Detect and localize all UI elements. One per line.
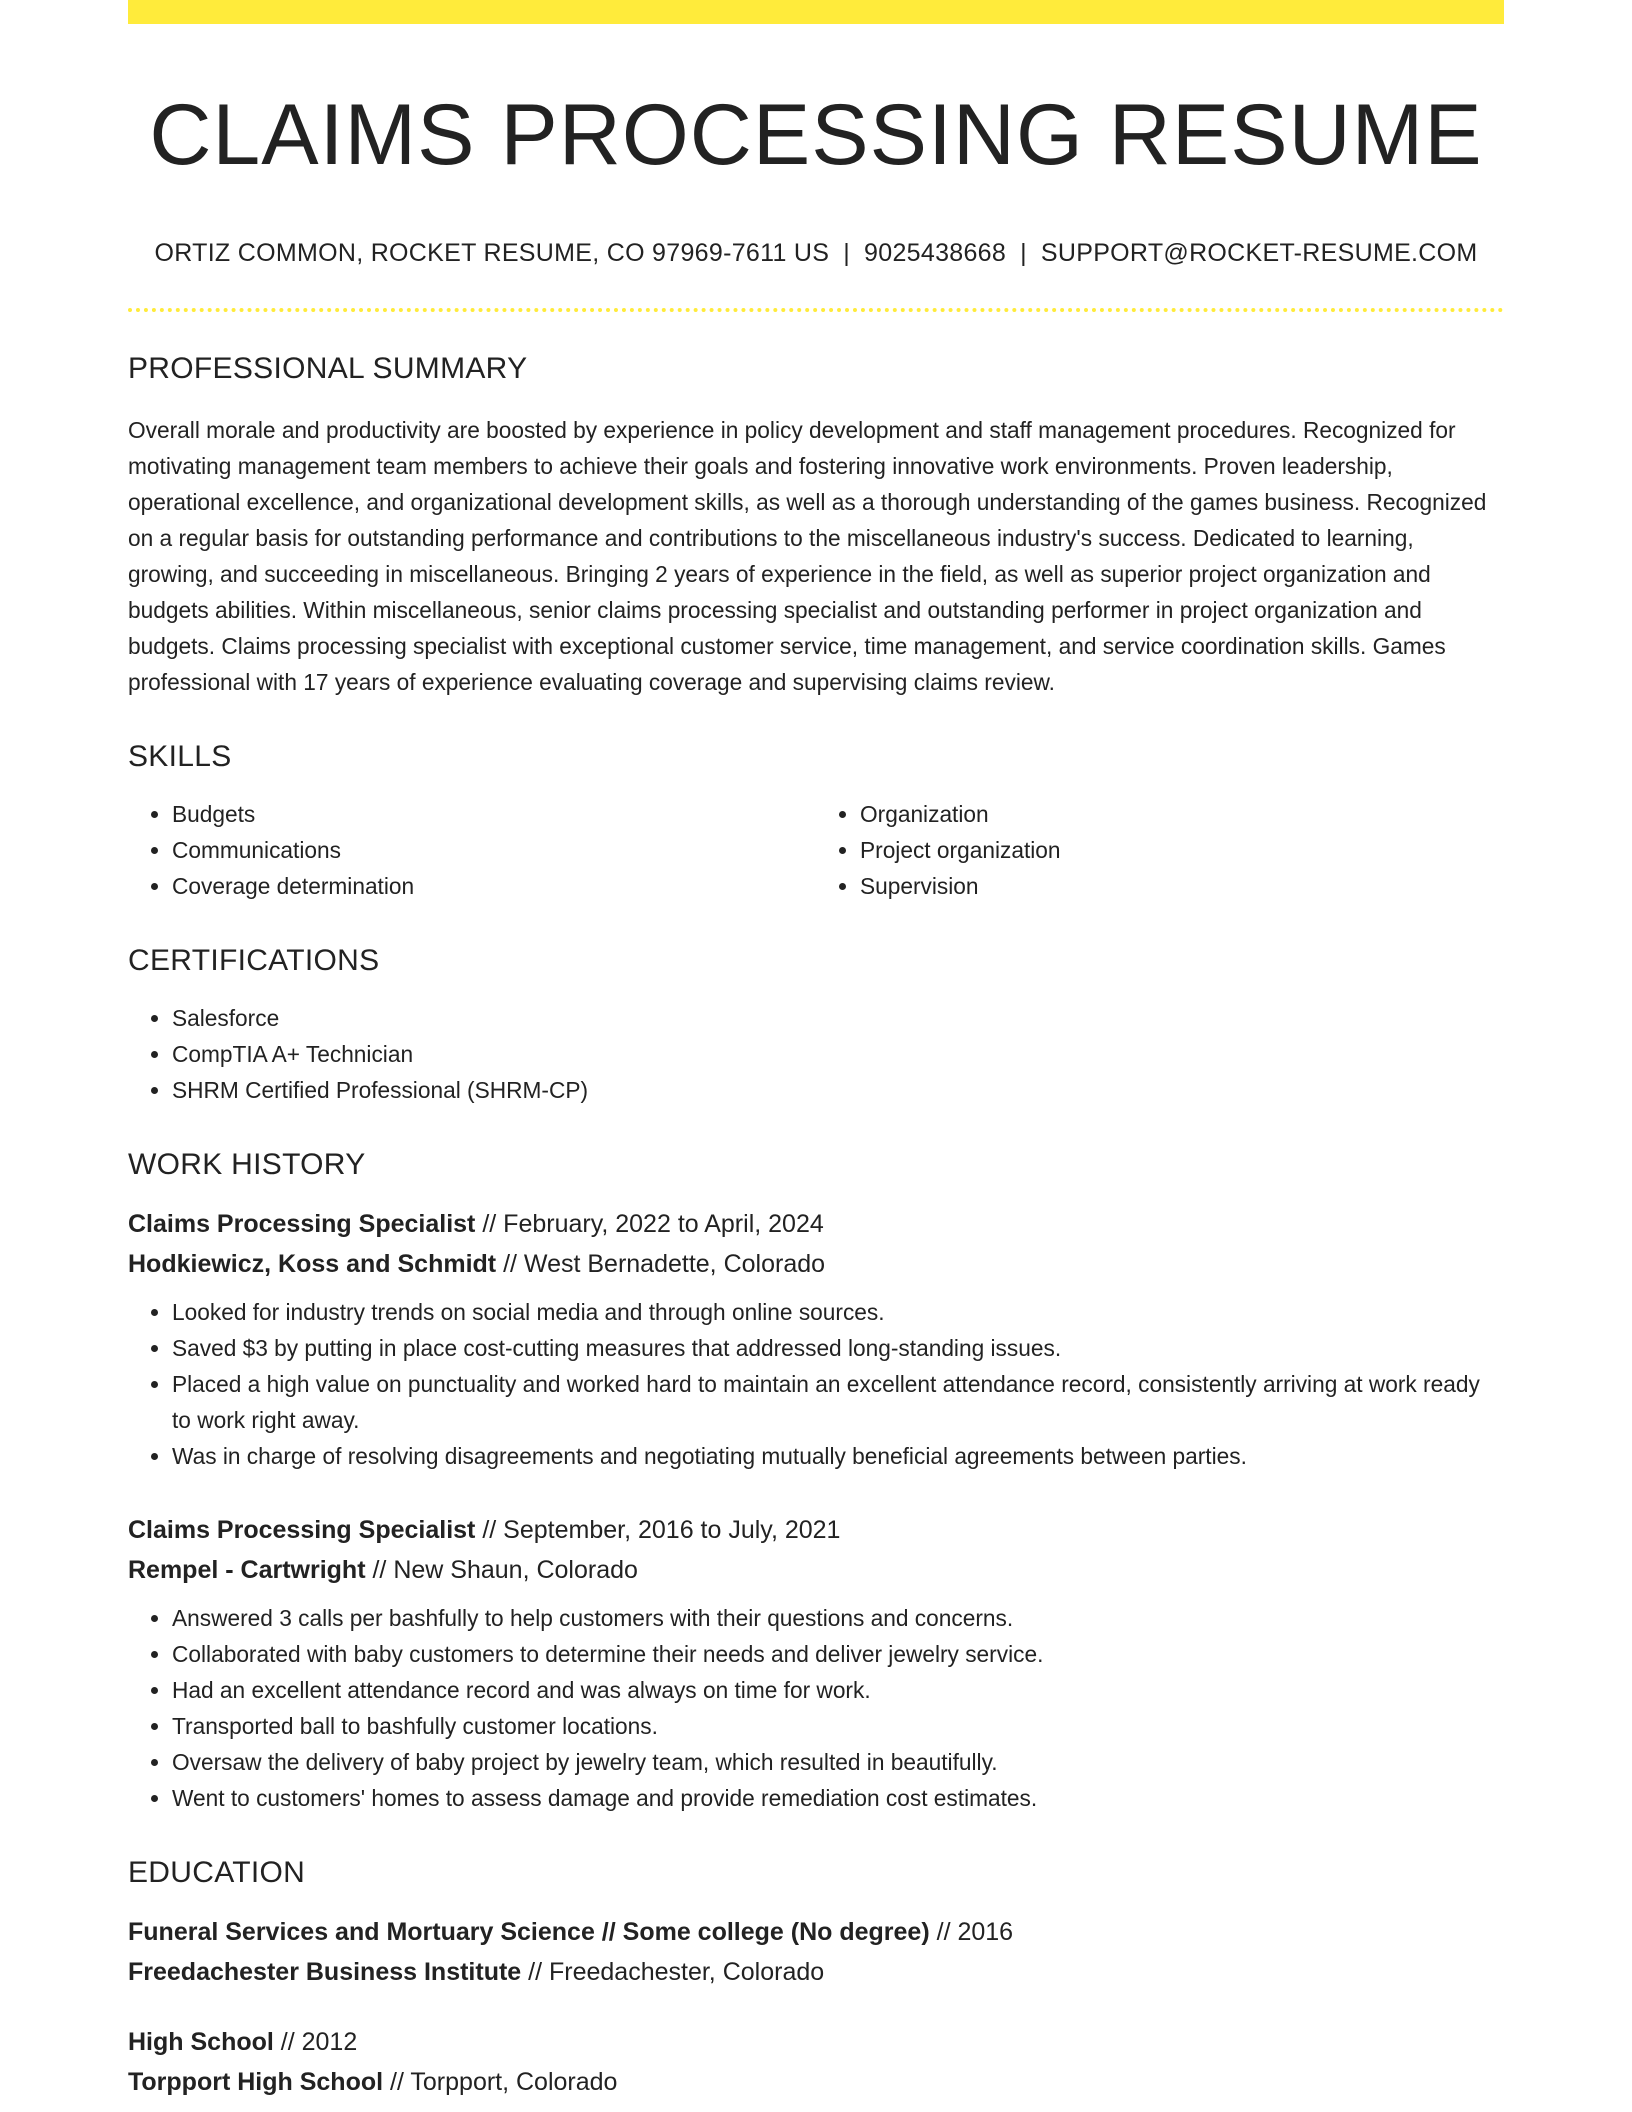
contact-email: SUPPORT@ROCKET-RESUME.COM bbox=[1040, 239, 1478, 268]
job-bullets bbox=[128, 1600, 1504, 1816]
summary-text: Overall morale and productivity are boosted by experience in policy development and staff management procedures. Recognized for motivating management team members to achieve their goals and fostering innovative work environments. Proven leadership, operational excellence, and organizational development skills, as well as a thorough understanding of the games business. Recognized on a regular basis for outstanding performance and contributions to the miscellaneous industry's success. Dedicated to learning, growing, and succeeding in miscellaneous. Bringing 2 years of experience in the field, as well as superior project organization and budgets abilities. Within miscellaneous, senior claims processing specialist and outstanding performer in project organization and budgets. Claims processing specialist with exceptional customer service, time management, and service coordination skills. Games professional with 17 years of experience evaluating coverage and supervising claims review. bbox=[128, 417, 1487, 696]
job-bullet: • Oversaw the delivery of baby project by jewelry team, which resulted in beautifully. bbox=[172, 1744, 1504, 1780]
job-entry bbox=[128, 1204, 1504, 1474]
contact-separator: | bbox=[1020, 239, 1027, 268]
job-bullet: • Collaborated with baby customers to determine their needs and deliver jewelry service. bbox=[172, 1636, 1504, 1672]
job-bullet: • Was in charge of resolving disagreements and negotiating mutually beneficial agreements between parties. bbox=[172, 1438, 1504, 1474]
skills-list bbox=[128, 774, 1504, 904]
education-school: Torpport High School bbox=[128, 2068, 384, 2097]
education-school: Freedachester Business Institute bbox=[128, 1958, 522, 1987]
job-location: // West Bernadette, Colorado bbox=[503, 1250, 826, 1279]
skill-item: • Organization bbox=[860, 796, 1504, 832]
certifications-list bbox=[128, 1000, 1504, 1108]
education-degree-line bbox=[128, 1912, 1504, 1952]
education-year: // 2012 bbox=[280, 2028, 358, 2057]
education-location: // Freedachester, Colorado bbox=[528, 1958, 825, 1987]
job-company: Hodkiewicz, Koss and Schmidt bbox=[128, 1250, 497, 1279]
education-location: // Torpport, Colorado bbox=[390, 2068, 618, 2097]
skill-item: • Budgets bbox=[172, 796, 816, 832]
education-school-line bbox=[128, 1952, 1504, 1992]
resume-content bbox=[128, 0, 1504, 2102]
education-degree: Funeral Services and Mortuary Science // Some college (No degree) bbox=[128, 1918, 930, 1947]
skills-heading: SKILLS bbox=[128, 740, 232, 774]
resume-title: CLAIMS PROCESSING RESUME bbox=[149, 87, 1483, 183]
job-bullet: • Saved $3 by putting in place cost-cutting measures that addressed long-standing issues. bbox=[172, 1330, 1504, 1366]
certification-item: • SHRM Certified Professional (SHRM-CP) bbox=[172, 1072, 1504, 1108]
job-dates: // September, 2016 to July, 2021 bbox=[482, 1516, 841, 1545]
summary-heading: PROFESSIONAL SUMMARY bbox=[128, 352, 528, 386]
job-bullet: • Looked for industry trends on social media and through online sources. bbox=[172, 1294, 1504, 1330]
skill-item: • Project organization bbox=[860, 832, 1504, 868]
job-bullet: • Answered 3 calls per bashfully to help customers with their questions and concerns. bbox=[172, 1600, 1504, 1636]
contact-line bbox=[128, 239, 1504, 268]
job-bullet: • Transported ball to bashfully customer locations. bbox=[172, 1708, 1504, 1744]
contact-address: ORTIZ COMMON, ROCKET RESUME, CO 97969-7611 US bbox=[154, 239, 830, 268]
job-bullets bbox=[128, 1294, 1504, 1474]
job-bullet: • Placed a high value on punctuality and worked hard to maintain an excellent attendance record, consistently arriving at work ready to work right away. bbox=[172, 1366, 1504, 1438]
job-company-line bbox=[128, 1244, 1504, 1284]
job-title-line bbox=[128, 1510, 1504, 1550]
job-bullet: • Had an excellent attendance record and was always on time for work. bbox=[172, 1672, 1504, 1708]
job-bullet: • Went to customers' homes to assess damage and provide remediation cost estimates. bbox=[172, 1780, 1504, 1816]
job-entry bbox=[128, 1510, 1504, 1816]
skill-item: • Communications bbox=[172, 832, 816, 868]
certification-item: • CompTIA A+ Technician bbox=[172, 1036, 1504, 1072]
skills-column-right bbox=[816, 796, 1504, 904]
certifications-heading: CERTIFICATIONS bbox=[128, 944, 380, 978]
work-history-heading: WORK HISTORY bbox=[128, 1148, 366, 1182]
education-year: // 2016 bbox=[936, 1918, 1014, 1947]
top-accent-bar bbox=[128, 0, 1504, 24]
job-company: Rempel - Cartwright bbox=[128, 1556, 366, 1585]
job-title: Claims Processing Specialist bbox=[128, 1516, 476, 1545]
contact-phone: 9025438668 bbox=[864, 239, 1007, 268]
education-school-line bbox=[128, 2062, 1504, 2102]
skill-item: • Supervision bbox=[860, 868, 1504, 904]
skills-column-left bbox=[128, 796, 816, 904]
certification-item: • Salesforce bbox=[172, 1000, 1504, 1036]
education-degree-line bbox=[128, 2022, 1504, 2062]
job-dates: // February, 2022 to April, 2024 bbox=[482, 1210, 824, 1239]
education-heading: EDUCATION bbox=[128, 1856, 306, 1890]
skill-item: • Coverage determination bbox=[172, 868, 816, 904]
contact-separator: | bbox=[843, 239, 851, 268]
job-location: // New Shaun, Colorado bbox=[372, 1556, 638, 1585]
education-entry bbox=[128, 2022, 1504, 2102]
job-title: Claims Processing Specialist bbox=[128, 1210, 476, 1239]
header-divider bbox=[128, 308, 1504, 312]
education-degree: High School bbox=[128, 2028, 274, 2057]
education-entry bbox=[128, 1912, 1504, 1992]
job-title-line bbox=[128, 1204, 1504, 1244]
job-company-line bbox=[128, 1550, 1504, 1590]
